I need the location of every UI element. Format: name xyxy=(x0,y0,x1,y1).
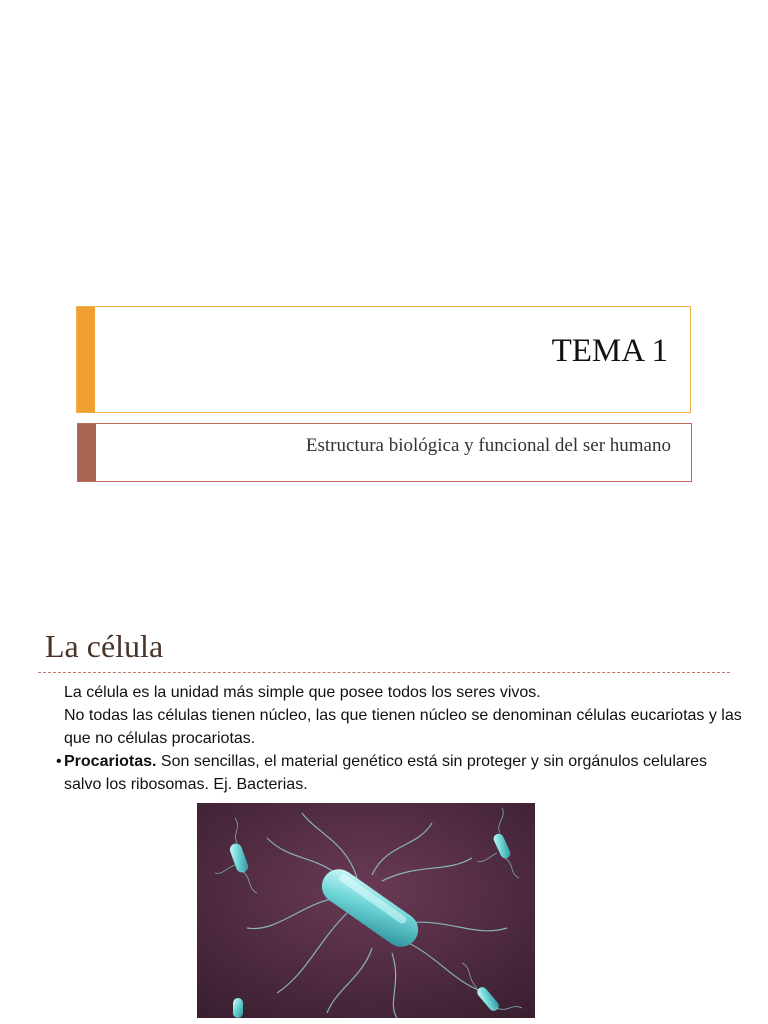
bacteria-illustration xyxy=(197,803,535,1018)
paragraph-line: No todas las células tienen núcleo, las que tienen núcleo se denominan células eucariotas y las que no células procariotas. xyxy=(64,707,742,747)
subtitle-accent-bar xyxy=(78,424,96,481)
bullet-text: Son sencillas, el material genético está sin proteger y sin orgánulos celulares salvo los ribosomas. Ej. Bacterias. xyxy=(64,753,707,793)
bullet-term: Procariotas. xyxy=(64,753,157,770)
title-box xyxy=(76,306,691,413)
subtitle-box xyxy=(77,423,692,482)
bacteria-image xyxy=(197,803,535,1018)
paragraph-line: La célula es la unidad más simple que posee todos los seres vivos. xyxy=(64,684,541,701)
content-body xyxy=(56,681,744,796)
slide-subtitle: Estructura biológica y funcional del ser humano xyxy=(305,435,671,456)
section-title: La célula xyxy=(45,628,164,664)
bullet-mark: • xyxy=(56,753,62,770)
bullet-item xyxy=(56,750,744,796)
title-accent-bar xyxy=(77,307,95,412)
dashed-divider xyxy=(38,672,730,673)
slide-title: TEMA 1 xyxy=(551,333,668,369)
